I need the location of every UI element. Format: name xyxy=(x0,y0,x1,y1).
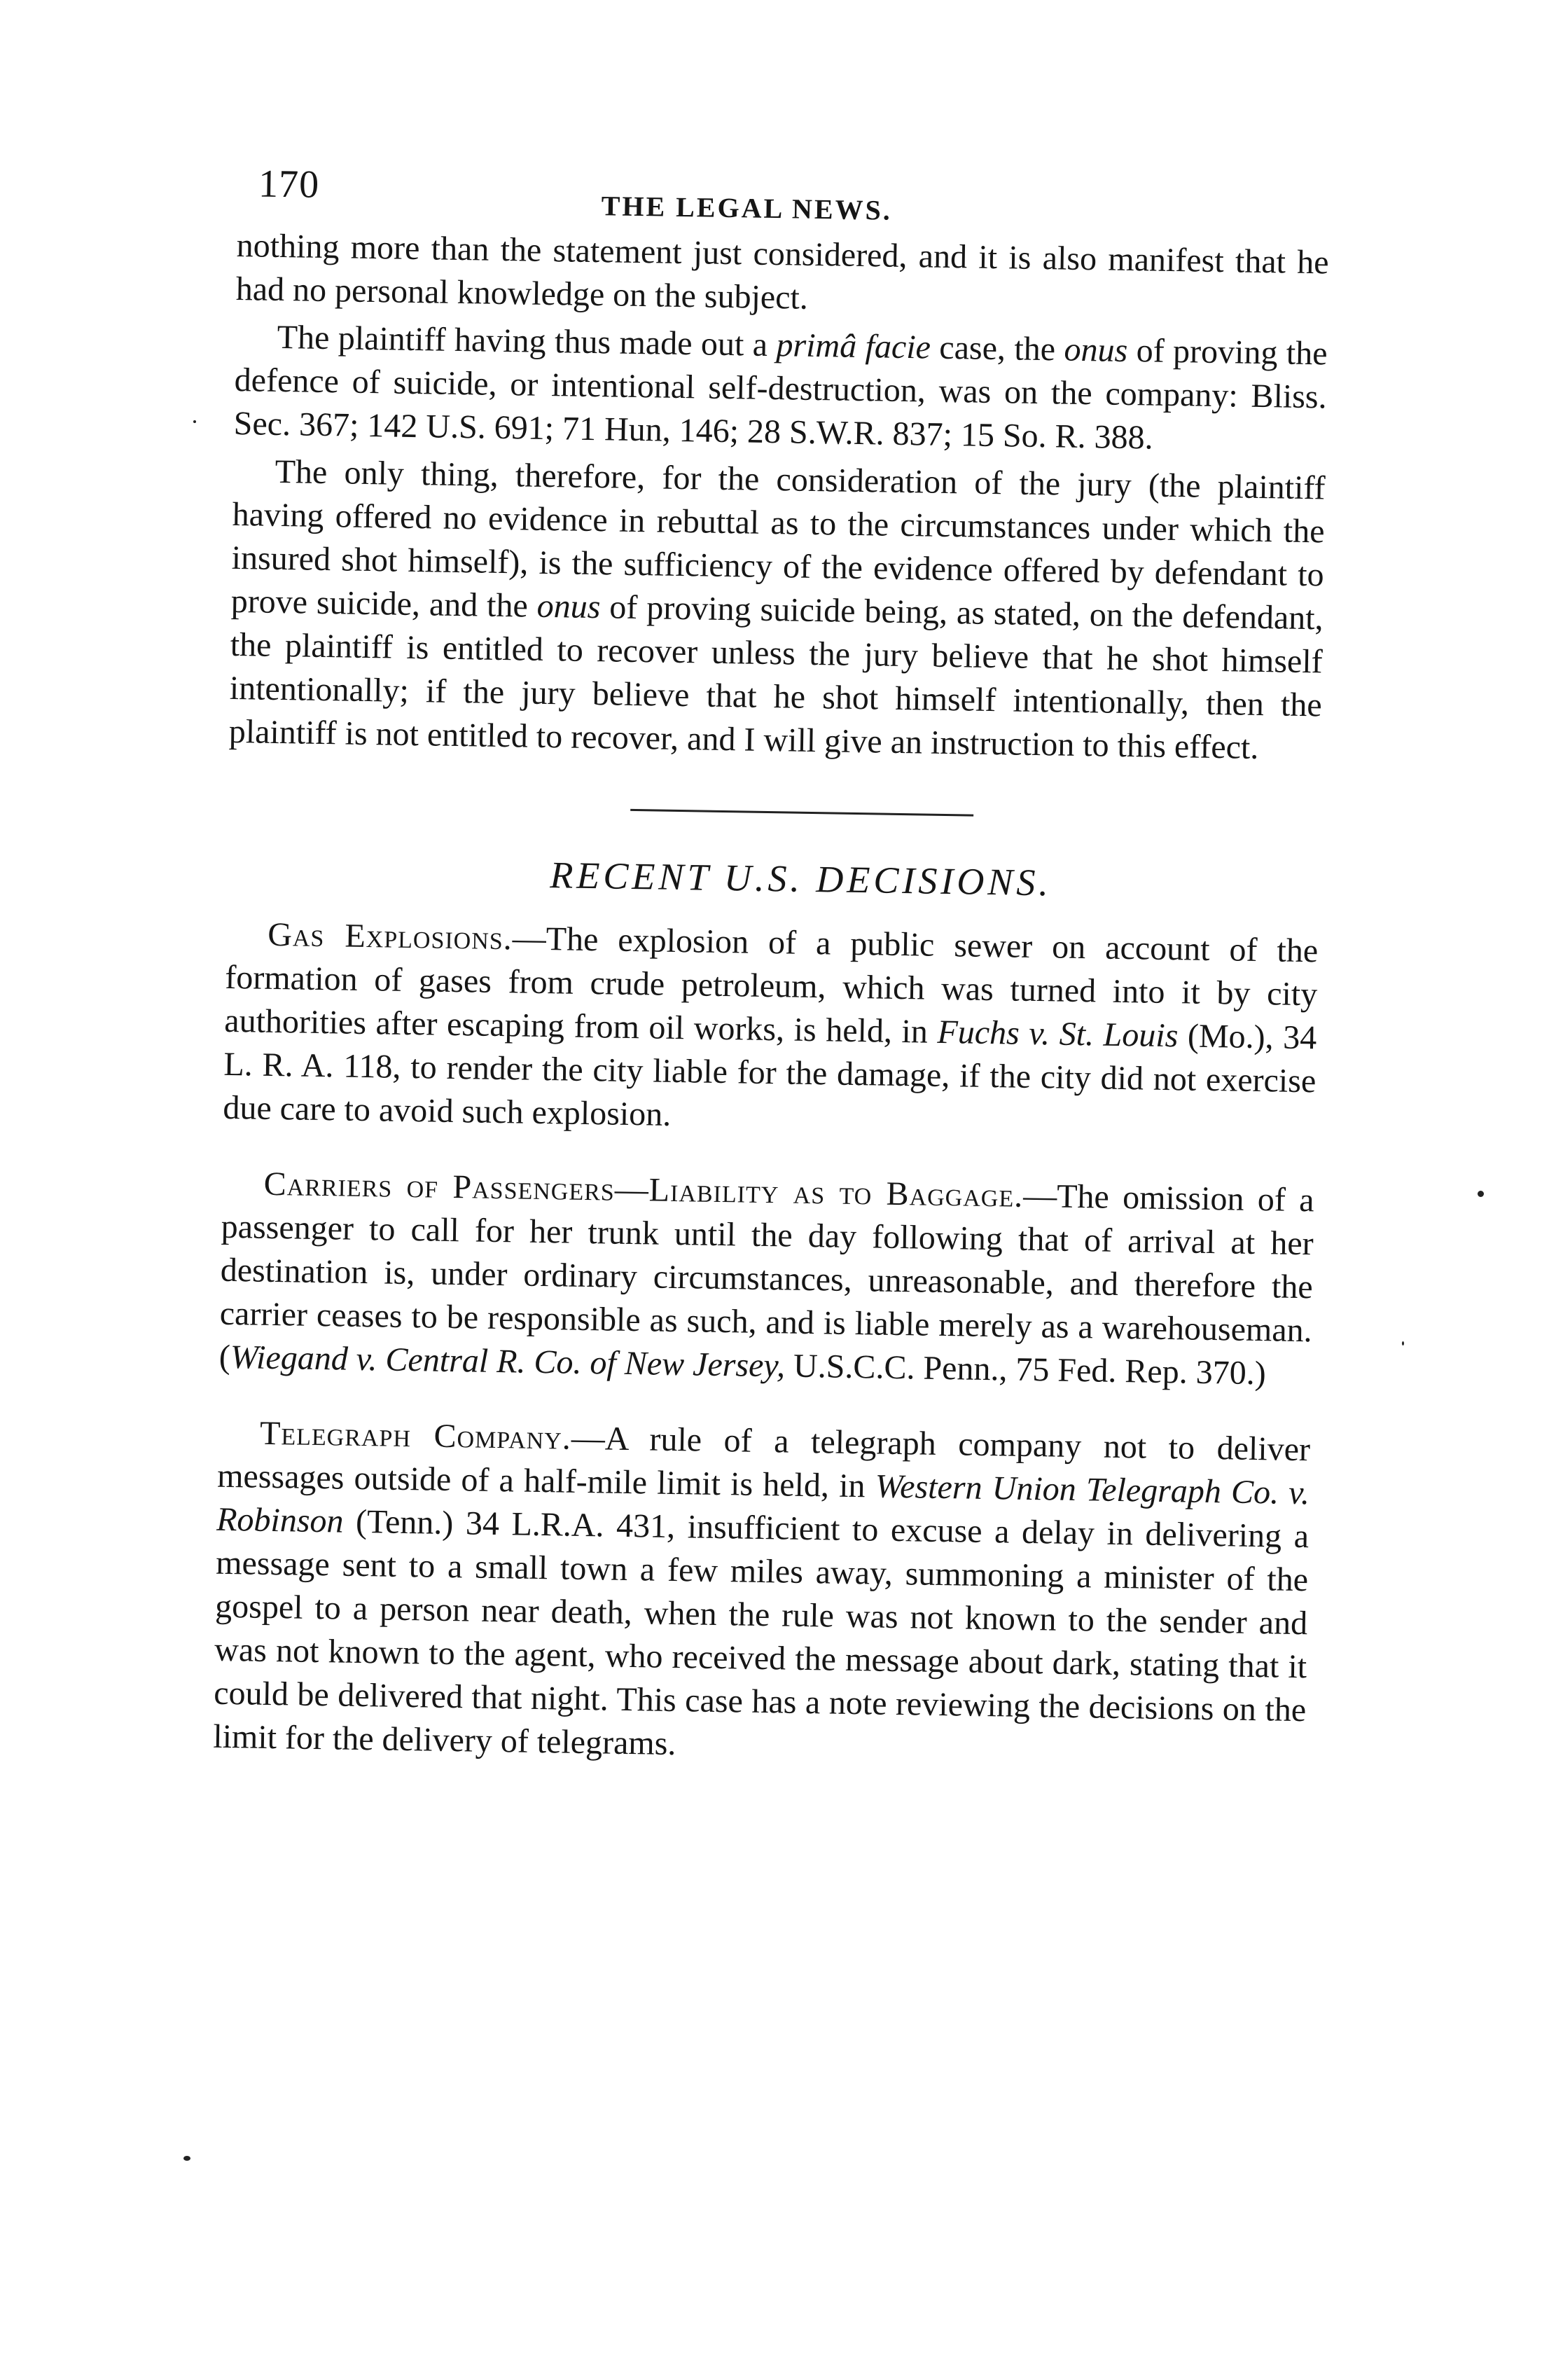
case-name: Western Union Telegraph Co. v. Robinson xyxy=(216,1467,1310,1540)
entry-title: Gas Explosions. xyxy=(267,915,513,957)
page-number: 170 xyxy=(258,162,320,207)
case-name: Fuchs v. St. Louis xyxy=(937,1013,1179,1055)
entry-title: Carriers of Passengers—Liability as to Baggage. xyxy=(263,1165,1024,1215)
italic-phrase: onus xyxy=(1064,331,1128,369)
journal-title: THE LEGAL NEWS. xyxy=(601,190,893,226)
scan-speck xyxy=(1478,1191,1484,1197)
decision-entry-gas-explosions: Gas Explosions.—The explosion of a public sewer on account of the formation of gases from crude petroleum, which was turned into it by city authorities after escaping from oil works, is held, in Fuchs v. St. Louis (Mo.), 34 L. R. A. 118, to render the city liable for the damage, if the city did not exercise due care to avoid such explosion. xyxy=(223,915,1319,1133)
decision-entry-telegraph: Telegraph Company.—A rule of a telegraph company not to deliver messages outside of a half-mile limit is held, in Western Union Telegraph Co. v. Robinson (Tenn.) 34 L.R.A. 431, insufficient to excuse a delay in delivering a message sent to a small town a few miles away, summoning a minister of the gospel to a person near death, when the rule was not known to the sender and was not known to the agent, who received the message about dark, stating that it could be delivered that night. This case has a note reviewing the decisions on the limit for the delivery of telegrams. xyxy=(212,1414,1311,1763)
section-divider xyxy=(630,809,973,817)
section-heading: RECENT U.S. DECISIONS. xyxy=(549,854,1053,904)
entry-title: Telegraph Company. xyxy=(259,1414,572,1457)
case-name: Wiegand v. Central R. Co. of New Jersey, xyxy=(230,1338,786,1385)
jury-paragraph: The only thing, therefore, for the consideration of the jury (the plaintiff having offered no evidence in rebuttal as to the circumstances under which the insured shot himself), is the sufficiency of the evidence offered by defendant to prove suicide, and the onus of proving suicide being, as stated, on the defendant, the plaintiff is entitled to recover unless the jury believe that he shot himself intentionally; if the jury believe that he shot himself intentionally, then the plaintiff is not entitled to recover, and I will give an instruction to this effect. xyxy=(228,452,1326,766)
italic-phrase: primâ facie xyxy=(776,326,931,366)
continuation-paragraph: nothing more than the statement just considered, and it is also manifest that he had no personal knowledge on the subject. xyxy=(235,226,1330,317)
scan-speck xyxy=(1402,1341,1404,1345)
scan-speck xyxy=(193,420,196,423)
italic-phrase: onus xyxy=(536,587,601,626)
scan-speck xyxy=(183,2156,190,2161)
onus-paragraph: The plaintiff having thus made out a primâ facie case, the onus of proving the defence of suicide, or intentional self-destruction, was on the company: Bliss. Sec. 367; 142 U.S. 691; 71 Hun, 146; 28 S.W.R. 837; 15 So. R. 388. xyxy=(233,318,1328,457)
text-column xyxy=(213,147,1331,1776)
decision-entry-carriers: Carriers of Passengers—Liability as to Baggage.—The omission of a passenger to call for her trunk until the day following that of arrival at her destination is, under ordinary circumstances, unreasonable, and therefore the carrier ceases to be responsible as such, and is liable merely as a warehouseman. (Wiegand v. Central R. Co. of New Jersey, U.S.C.C. Penn., 75 Fed. Rep. 370.) xyxy=(218,1165,1315,1392)
